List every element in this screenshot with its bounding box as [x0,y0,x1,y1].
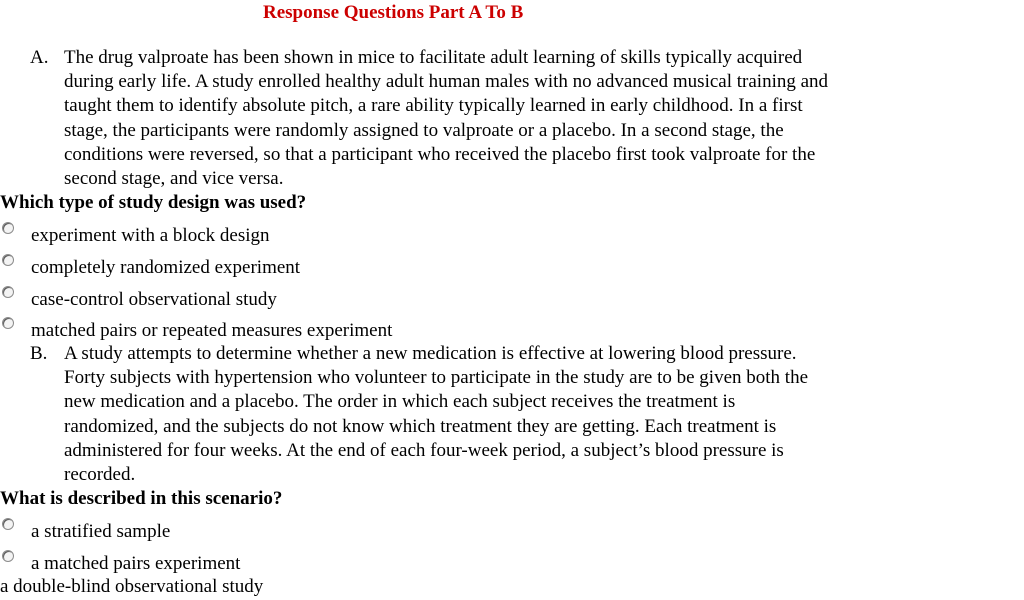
option-label: a stratified sample [31,521,171,542]
radio-button[interactable] [2,222,14,234]
question-b [30,342,830,487]
question-b-prompt: What is described in this scenario? [0,488,283,509]
question-a-letter: A. [30,47,49,68]
page-title: Response Questions Part A To B [263,2,524,23]
question-a-prompt: Which type of study design was used? [0,192,307,213]
radio-button[interactable] [2,550,14,562]
question-a-text: The drug valproate has been shown in mice to facilitate adult learning of skills typically acquired during early life. A study enrolled healthy adult human males with no advanced musical training and taught them to identify absolute pitch, a rare ability typically learned in early childhood. In a first stage, the participants were randomly assigned to valproate or a placebo. In a second stage, the conditions were reversed, so that a participant who received the placebo first took valproate for the second stage, and vice versa. [64,47,829,190]
option-label: matched pairs or repeated measures experiment [31,320,393,341]
question-b-letter: B. [30,343,48,364]
question-a-option-4[interactable] [0,317,520,343]
option-label: case-control observational study [31,289,277,310]
radio-button[interactable] [2,518,14,530]
radio-button[interactable] [2,317,14,329]
question-b-option-1[interactable] [0,518,520,544]
option-label: completely randomized experiment [31,257,301,278]
radio-button[interactable] [2,286,14,298]
option-label: a matched pairs experiment [31,553,241,574]
question-b-option-2[interactable] [0,550,520,576]
question-a [30,46,830,191]
question-a-option-3[interactable] [0,286,520,312]
question-a-option-1[interactable] [0,222,520,248]
question-b-option-3[interactable]: a double-blind observational study [0,576,264,597]
option-label: experiment with a block design [31,225,270,246]
question-b-text: A study attempts to determine whether a new medication is effective at lowering blood pressure. Forty subjects with hypertension who volunteer to participate in the study are to be given both the new medication and a placebo. The order in which each subject receives the treatment is randomized, and the subjects do not know which treatment they are getting. Each treatment is administered for four weeks. At the end of each four-week period, a subject’s blood pressure is recorded. [64,343,809,486]
radio-button[interactable] [2,254,14,266]
question-a-option-2[interactable] [0,254,520,280]
